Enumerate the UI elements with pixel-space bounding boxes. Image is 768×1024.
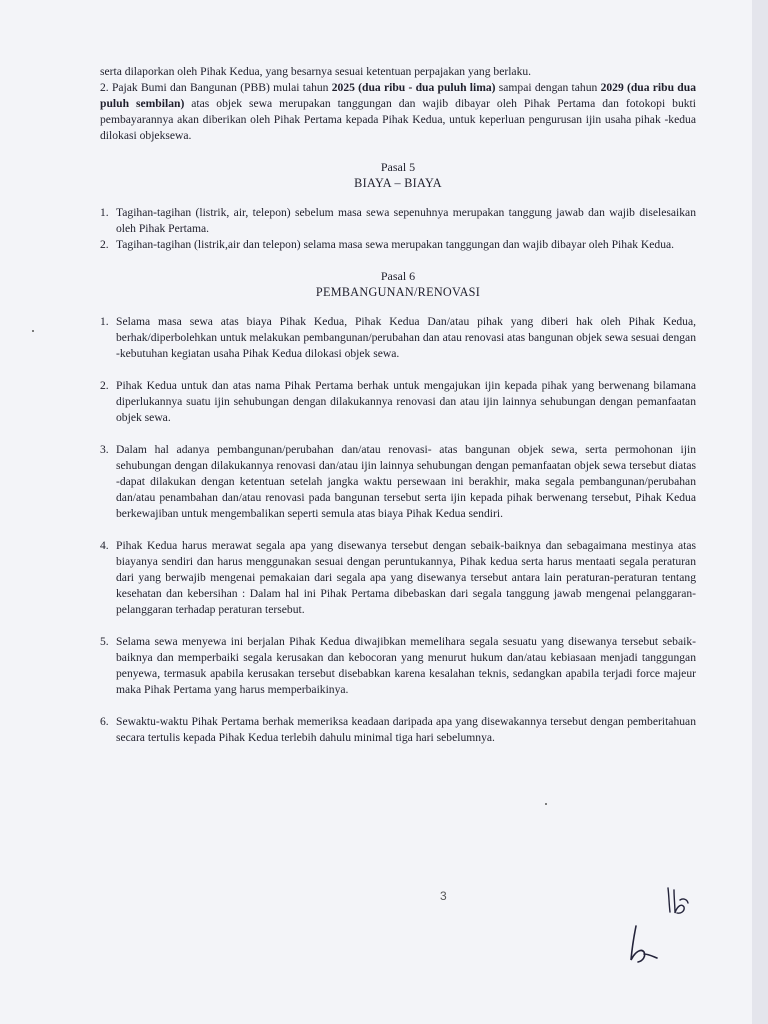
intro-item-2-year-start: 2025 (dua ribu - dua puluh lima) <box>331 81 496 94</box>
intro-item-2-text-a: Pajak Bumi dan Bangunan (PBB) mulai tahun <box>111 81 332 94</box>
pasal-5-item-2-number: 2. <box>100 238 109 251</box>
pasal-5-item-1 <box>100 205 696 237</box>
intro-item-2-year-end: 2029 (dua ribu dua puluh sembilan) <box>100 81 696 110</box>
pasal-5-item-1-number: 1. <box>100 206 109 219</box>
pasal-6-item-5-number: 5. <box>100 635 109 648</box>
initials-signature-icon <box>662 884 692 918</box>
pasal-6-item-1-number: 1. <box>100 315 109 328</box>
pasal-6-item-2-text: Pihak Kedua untuk dan atas nama Pihak Pertama berhak untuk mengajukan ijin kepada pihak yang berwenang bilamana diperlukannya suatu ijin sehubungan dengan dilakukannya renovasi dan atau ijin lainnya sehubungan dengan pemanfaatan objek sewa. <box>116 379 696 424</box>
pasal-6-item-1 <box>100 314 696 362</box>
pasal-6-label: Pasal 6 <box>380 269 416 283</box>
intro-item-2-text-c: sampai dengan tahun <box>495 81 601 94</box>
document-body <box>100 64 696 746</box>
page-number: 3 <box>440 889 447 903</box>
pasal-6-item-4-number: 4. <box>100 539 109 552</box>
pasal-6-item-3 <box>100 442 696 522</box>
pasal-6-item-5 <box>100 634 696 698</box>
pasal-6-item-2 <box>100 378 696 426</box>
intro-item-2-text-e: atas objek sewa merupakan tanggungan dan wajib dibayar oleh Pihak Pertama dan fotokopi bukti pembayarannya akan diberikan oleh Pihak Pertama kepada Pihak Kedua, untuk keperluan pengurusan ijin usaha pihak -kedua dilokasi objeksewa. <box>100 97 696 142</box>
pasal-6-item-6-number: 6. <box>100 715 109 728</box>
pasal-6-item-3-text: Dalam hal adanya pembangunan/perubahan dan/atau renovasi- atas bangunan objek sewa, serta permohonan ijin sehubungan dengan dilakukannya renovasi dan/atau ijin lainnya sehubungan dengan pemanfaatan objek sewa tersebut diatas -dapat dilakukan dengan ketentuan setelah jangka waktu persewaan ini berakhir, maka segala pembangunan/perubahan dan/atau penambahan dan/atau renovasi pada bangunan tersebut serta ijin kepada pihak berwenang tersebut, Pihak Kedua berkewajiban untuk mengembalikan seperti semula atas biaya Pihak Kedua sendiri. <box>116 443 696 520</box>
intro-line: serta dilaporkan oleh Pihak Kedua, yang besarnya sesuai ketentuan perpajakan yang berlaku. <box>100 65 532 78</box>
pasal-6-item-6-text: Sewaktu-waktu Pihak Pertama berhak memeriksa keadaan daripada apa yang disewakannya tersebut dengan pemberitahuan secara tertulis kepada Pihak Kedua terlebih dahulu minimal tiga hari sebelumnya. <box>116 715 696 744</box>
pasal-5-label: Pasal 5 <box>380 160 416 174</box>
pasal-6-item-2-number: 2. <box>100 379 109 392</box>
intro-item-2 <box>100 80 696 144</box>
pasal-6-item-5-text: Selama sewa menyewa ini berjalan Pihak Kedua diwajibkan memelihara segala sesuatu yang disewanya tersebut sebaik-baiknya dan memperbaiki segala kerusakan dan kebocoran yang menurut hukum dan/atau kebiasaan menjadi tanggungan penyewa, termasuk apabila kerusakan tersebut disebabkan karena kesalahan teknis, sedangkan apabila terjadi force majeur maka Pihak Pertama yang harus memperbaikinya. <box>116 635 696 696</box>
pasal-5-item-1-text: Tagihan-tagihan (listrik, air, telepon) sebelum masa sewa sepenuhnya merupakan tanggung jawab dan wajib diselesaikan oleh Pihak Pertama. <box>116 206 696 235</box>
pasal-6-item-3-number: 3. <box>100 443 109 456</box>
signature-icon <box>626 924 660 966</box>
pasal-6-item-4-text: Pihak Kedua harus merawat segala apa yang disewanya tersebut dengan sebaik-baiknya dan sebagaimana mestinya atas biayanya sendiri dan harus menggunakan sesuai dengan peruntukannya, Pihak kedua serta harus mentaati segala peraturan dari yang berwajib mengenai pemakaian dari segala apa yang disewanya tersebut antara lain peraturan-peraturan tentang kesehatan dan kebersihan : Dalam hal ini Pihak Pertama dibebaskan dari segala tanggung jawab mengenai pelanggaran-pelanggaran terhadap peraturan tersebut. <box>116 539 696 616</box>
scan-speck <box>32 330 34 332</box>
pasal-5-item-2-text: Tagihan-tagihan (listrik,air dan telepon) selama masa sewa merupakan tanggungan dan wajib dibayar oleh Pihak Kedua. <box>116 238 675 251</box>
pasal-6-item-1-text: Selama masa sewa atas biaya Pihak Kedua, Pihak Kedua Dan/atau pihak yang diberi hak oleh Pihak Kedua, berhak/diperbolehkan untuk melakukan pembangunan/perubahan dan atau renovasi atas bangunan objek sewa sesuai dengan -kebutuhan kegiatan usaha Pihak Kedua dilokasi objek sewa. <box>116 315 696 360</box>
pasal-6-title: PEMBANGUNAN/RENOVASI <box>315 285 481 299</box>
pasal-6-item-6 <box>100 714 696 746</box>
intro-item-2-number: 2. <box>100 81 109 94</box>
scan-speck <box>545 803 547 805</box>
pasal-5-title: BIAYA – BIAYA <box>354 176 442 190</box>
scan-edge <box>752 0 768 1024</box>
pasal-5-item-2 <box>100 237 696 253</box>
pasal-6-item-4 <box>100 538 696 618</box>
